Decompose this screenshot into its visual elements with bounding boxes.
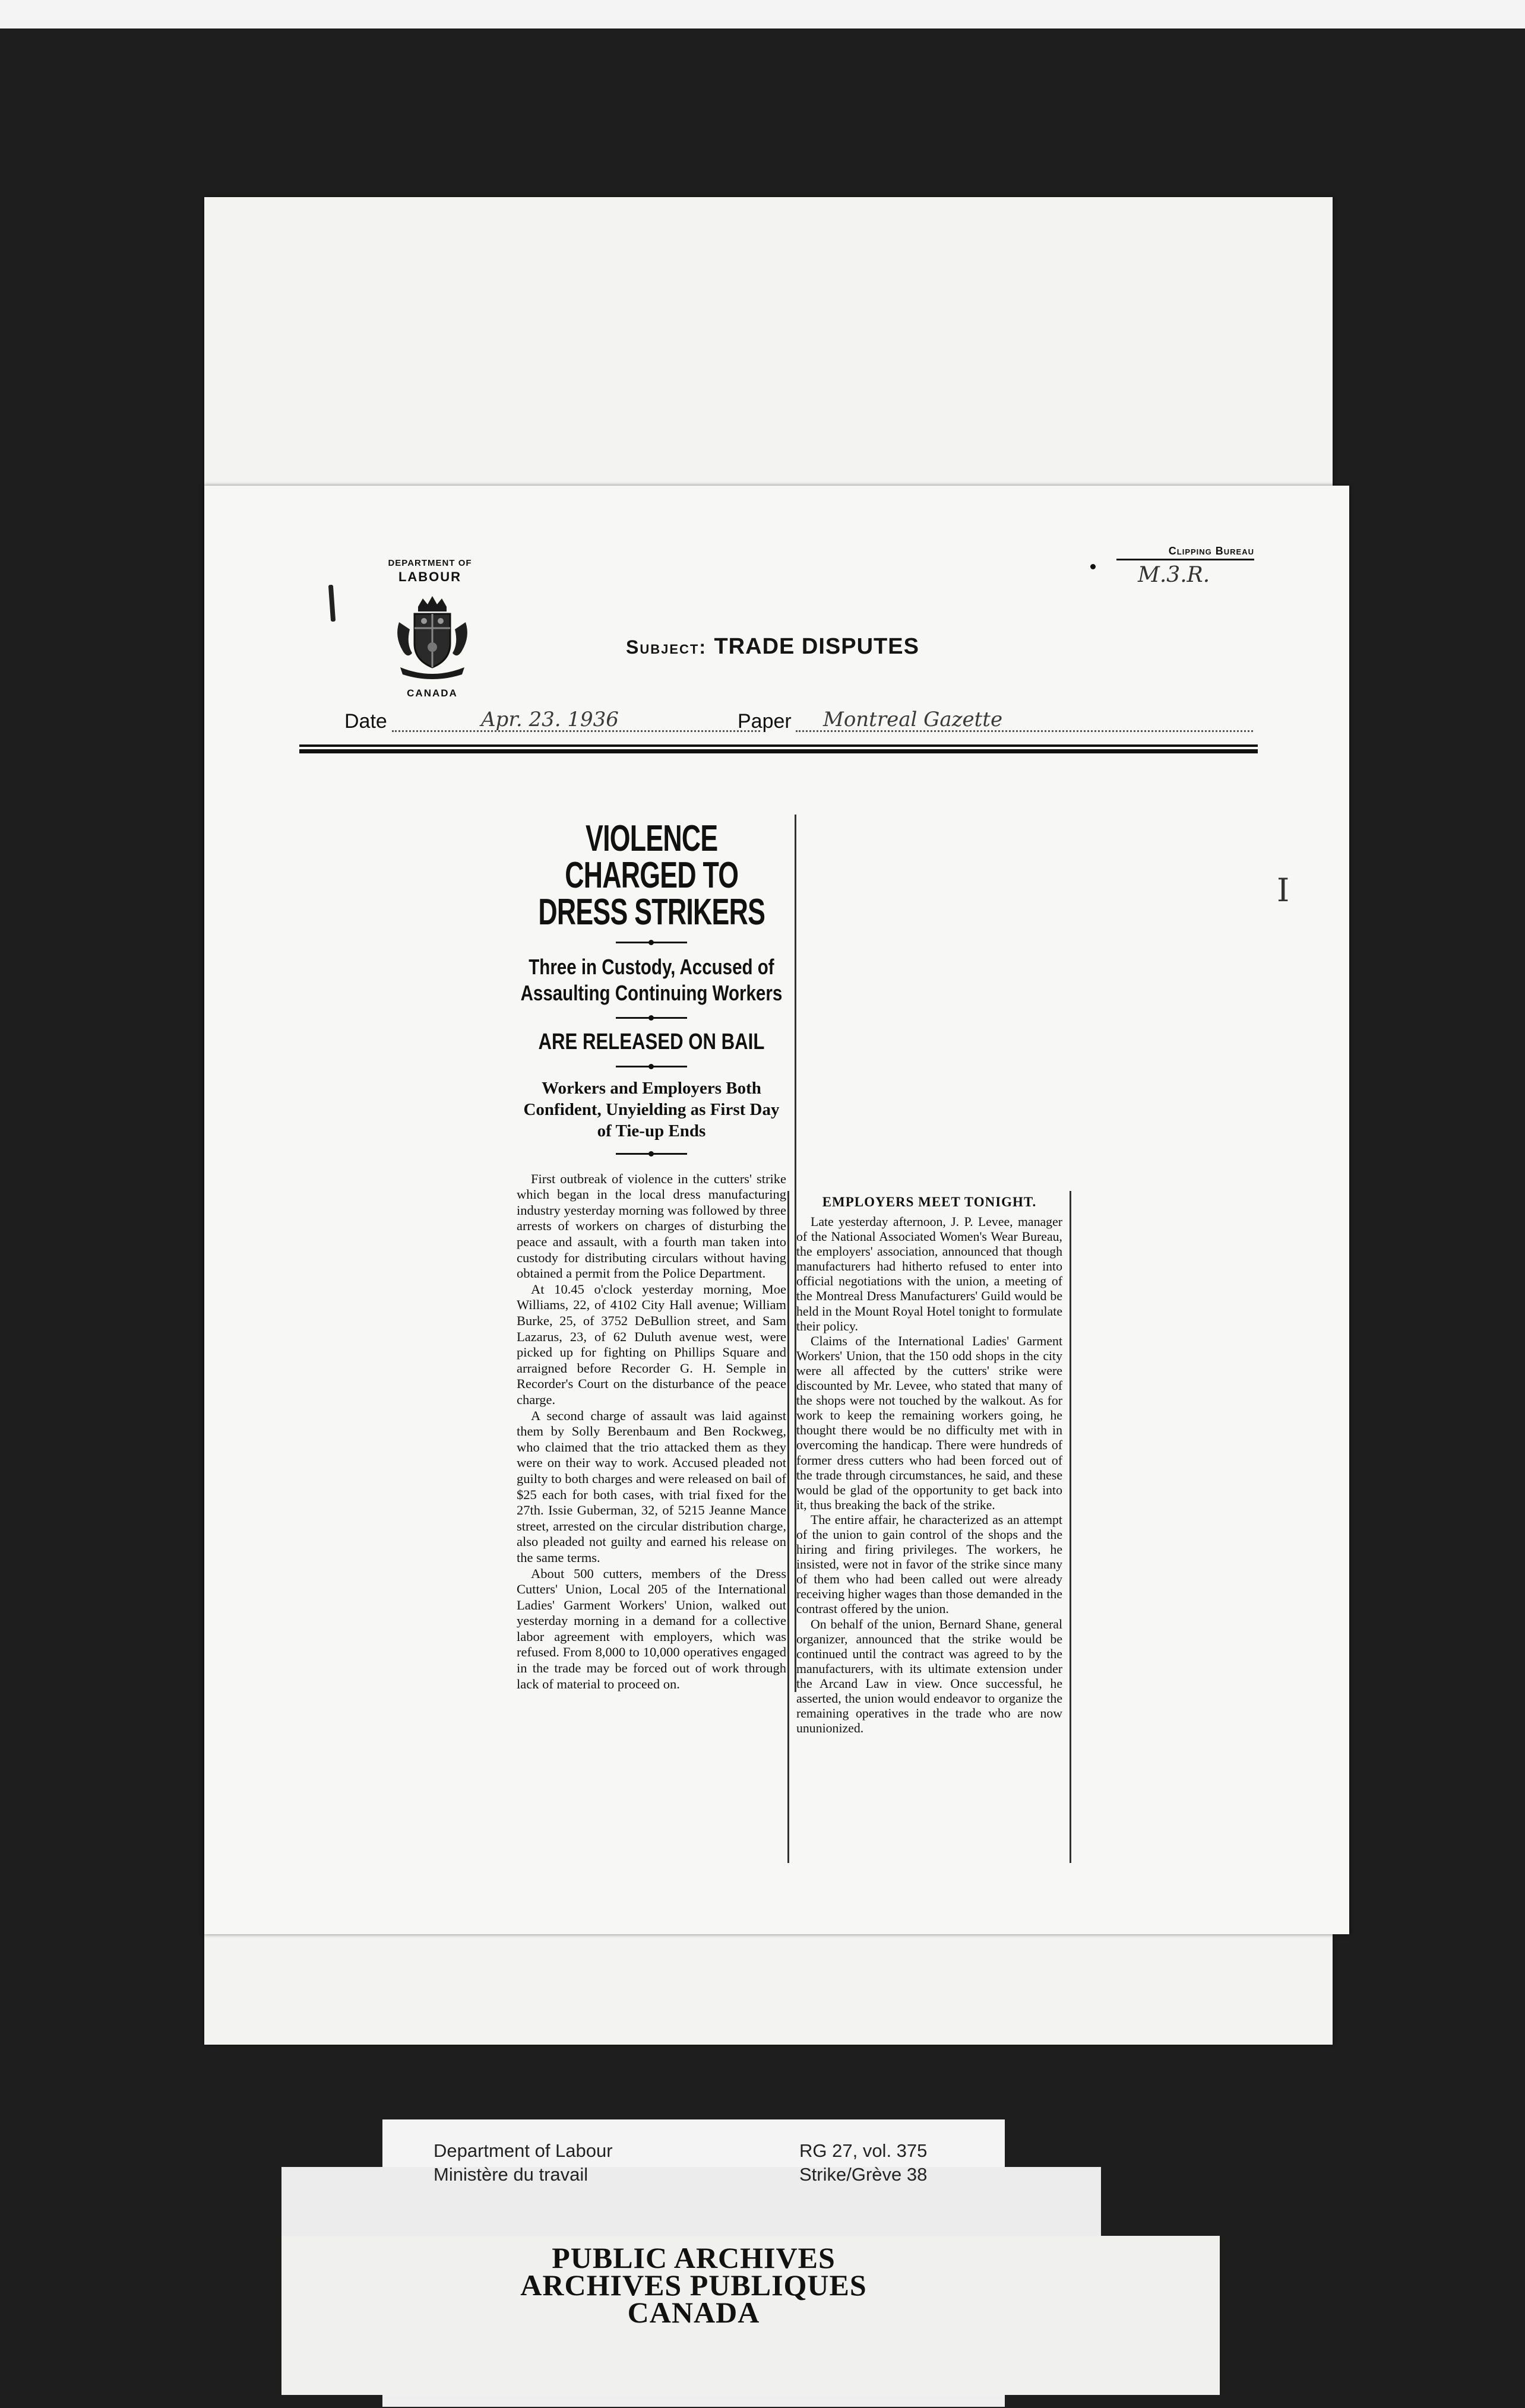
article-subhead-bail: ARE RELEASED ON BAIL	[538, 1029, 765, 1054]
article-left-column	[517, 815, 796, 1692]
archives-stamp-line3: CANADA	[627, 2296, 760, 2329]
article-deck: Workers and Employers Both Confident, Unyielding as First Day of Tie-up Ends	[523, 1078, 780, 1140]
paper-handwritten: Montreal Gazette	[823, 708, 1003, 731]
label-middle-strip	[281, 2167, 1101, 2236]
paragraph: The entire affair, he characterized as an attempt of the union to gain control of the shops and the hiring and firing privileges. The workers, he insisted, were not in favor of the strike since many of them who had been called out were already receiving higher wages than those demanded in the contrast offered by the union.	[796, 1512, 1062, 1617]
label-ref-strike: Strike/Grève 38	[799, 2164, 928, 2185]
archives-stamp-line2: ARCHIVES PUBLIQUES	[520, 2268, 867, 2302]
label-dept-fr: Ministère du travail	[434, 2164, 589, 2185]
article-subhead: Three in Custody, Accused of Assaulting Continuing Workers	[520, 955, 783, 1005]
department-line2: LABOUR	[398, 569, 462, 584]
article-headline: VIOLENCE CHARGED TO DRESS STRIKERS	[538, 818, 765, 933]
canada-caption: CANADA	[407, 687, 458, 699]
date-label: Date	[344, 710, 387, 733]
header-rule-thin	[299, 744, 1258, 747]
subject-value: TRADE DISPUTES	[714, 634, 919, 659]
paragraph: Claims of the International Ladies' Garment Workers' Union, that the 150 odd shops in the city were all affected by the cutters' strike were discounted by Mr. Levee, who stated that many of the shops were not touched by the walkout. As for work to keep the remaining workers going, he thought there would be no difficulty met with in overcoming the handicap. There were hundreds of former dress cutters who had been forced out of the trade through circumstances, he said, and these would be glad of the opportunity to get back into it, thus breaking the back of the strike.	[796, 1333, 1062, 1512]
archives-stamp-line1: PUBLIC ARCHIVES	[552, 2241, 836, 2274]
ink-dot	[1090, 564, 1096, 569]
paragraph: At 10.45 o'clock yesterday morning, Moe Williams, 22, of 4102 City Hall avenue; William Burke, 25, of 3752 DeBullion street, and Sam Lazarus, 23, of 62 Duluth avenue west, were picked up for fighting on Phillips Square and arraigned before Recorder G. H. Semple in Recorder's Court on the disturbance of the peace charge.	[517, 1281, 786, 1407]
label-dept-en: Department of Labour	[434, 2140, 613, 2161]
label-ref-volume: RG 27, vol. 375	[799, 2140, 928, 2161]
date-paper-line	[344, 710, 1253, 736]
department-heading	[376, 558, 483, 585]
bail-divider	[616, 1066, 687, 1067]
subhead-divider	[616, 1017, 687, 1019]
deck-divider	[616, 1153, 687, 1155]
header-rule-thick	[299, 749, 1258, 753]
headline-divider	[616, 942, 687, 943]
subject-line	[626, 634, 919, 660]
date-handwritten: Apr. 23. 1936	[481, 708, 619, 731]
article-body-right	[796, 1215, 1062, 1736]
paper-label: Paper	[738, 710, 792, 733]
subject-label: Subject:	[626, 636, 707, 658]
paragraph: Late yesterday afternoon, J. P. Levee, manager of the National Associated Women's Wear Bureau, the employers' association, announced that though manufacturers had hitherto refused to enter into official negotiations with the union, a meeting of the Montreal Dress Manufacturers' Guild would be held in the Mount Royal Hotel tonight to formulate their policy.	[796, 1215, 1062, 1333]
clipping-bureau-box	[1116, 545, 1254, 587]
paragraph: A second charge of assault was laid against them by Solly Berenbaum and Ben Rockweg, who claimed that the trio attacked them as they were on their way to work. Accused pleaded not guilty to both charges and were released on bail of $25 each for both cases, with trial fixed for the 27th. Issie Guberman, 32, of 5215 Jeanne Mance street, arrested on the circular distribution charge, also pleaded not guilty and earned his release on the same terms.	[517, 1408, 786, 1565]
archives-stamp	[382, 2241, 1005, 2329]
film-top-edge	[0, 0, 1525, 28]
paragraph: On behalf of the union, Bernard Shane, general organizer, announced that the strike would be continued until the contract was agreed to by the manufacturers, with its ultimate extension under the Arcand Law in view. Once successful, he asserted, the union would endeavor to organize the remaining operatives in the trade who are now ununionized.	[796, 1617, 1062, 1736]
clipping-initials: M.3.R.	[1138, 563, 1210, 587]
article-body-left	[517, 1171, 786, 1693]
department-line1: DEPARTMENT OF	[388, 558, 472, 568]
margin-mark: I	[1277, 872, 1290, 909]
coat-of-arms-icon	[392, 594, 473, 684]
cross-heading: EMPLOYERS MEET TONIGHT.	[822, 1195, 1037, 1209]
article-right-column	[787, 1191, 1071, 1863]
paragraph: First outbreak of violence in the cutters' strike which began in the local dress manufacturing industry yesterday morning was followed by three arrests of workers on charges of disturbing the peace and assault, with a fourth man taken into custody for distributing circulars without having obtained a permit from the Police Department.	[517, 1171, 786, 1281]
paragraph: About 500 cutters, members of the Dress Cutters' Union, Local 205 of the International Ladies' Garment Workers' Union, walked out yesterday morning in a demand for a collective labor agreement with employers, which was refused. From 8,000 to 10,000 operatives engaged in the trade may be forced out of work through lack of material to proceed on.	[517, 1566, 786, 1691]
clipping-bureau-label: Clipping Bureau	[1116, 545, 1254, 560]
